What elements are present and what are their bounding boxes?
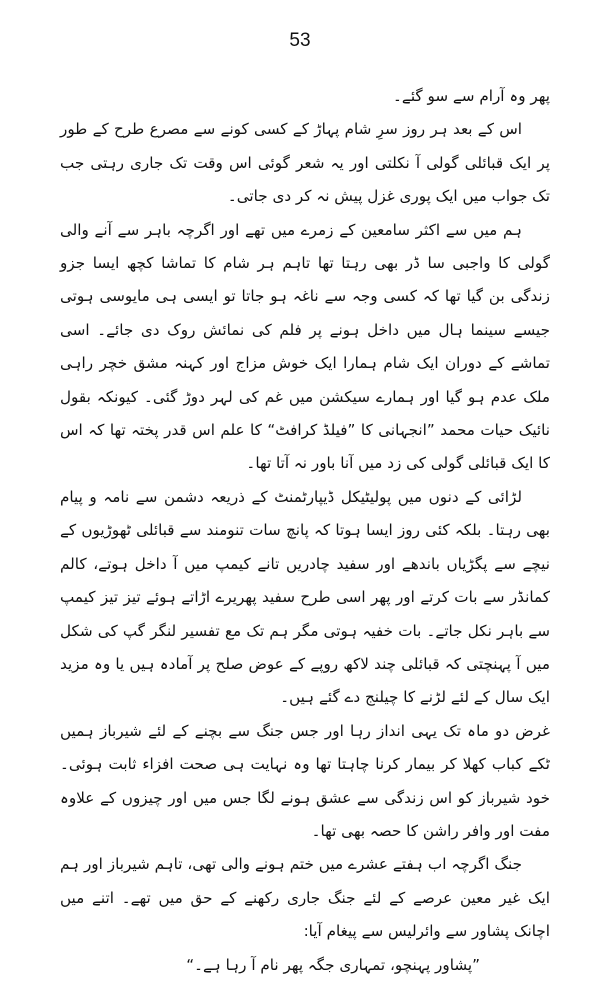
paragraph-1: پھر وہ آرام سے سو گئے۔ <box>393 87 550 105</box>
page-number: 53 <box>289 30 311 51</box>
quoted-message: ”پشاور پہنچو، تمہاری جگہ پھر نام آ رہا ہے۔“ <box>186 955 480 974</box>
body-text <box>60 80 550 982</box>
paragraph-4: لڑائی کے دنوں میں پولیٹیکل ڈیپارٹمنٹ کے ذریعہ دشمن سے نامہ و پیام بھی رہتا۔ بلکہ کئی روز ایسا ہوتا کہ پانچ سات تنومند سے قبائلی ٹھوڑیوں کے نیچے سے پگڑیاں باندھے اور سفید چادریں تانے کیمپ میں آ داخل ہوتے، کالم کمانڈر سے بات کرتے اور پھر اسی طرح سفید پھریرے اڑاتے ہوئے تیز تیز کیمپ سے باہر نکل جاتے۔ بات خفیہ ہوتی مگر ہم تک مع تفسیر لنگر گپ کی شکل میں آ پہنچتی کہ قبائلی چند لاکھ روپے کے عوض صلح پر آمادہ ہیں یا وہ مزید ایک سال کے لئے لڑنے کا چیلنج دے گئے ہیں۔ <box>60 487 550 707</box>
paragraph-6: جنگ اگرچہ اب ہفتے عشرے میں ختم ہونے والی تھی، تاہم شیرباز اور ہم ایک غیر معین عرصے کے لئے جنگ جاری رکھنے کے حق میں تھے۔ اتنے میں اچانک پشاور سے وائرلیس سے پیغام آیا: <box>60 855 550 941</box>
paragraph-5: غرض دو ماہ تک یہی انداز رہا اور جس جنگ سے بچنے کے لئے شیرباز ہمیں ٹکے کباب کھلا کر بیمار کرنا چاہتا تھا وہ نہایت ہی صحت افزاء ثابت ہوئی۔ خود شیرباز کو اس زندگی سے عشق ہونے لگا جس میں اور چیزوں کے علاوہ مفت اور وافر راشن کا حصہ بھی تھا۔ <box>60 721 550 840</box>
paragraph-3: ہم میں سے اکثر سامعین کے زمرے میں تھے اور اگرچہ باہر سے آنے والی گولی کا واجبی سا ڈر بھی رہتا تھا تاہم ہر شام کا تماشا کچھ ایسا جزو زندگی بن گیا تھا کہ کسی وجہ سے ناغہ ہو جاتا تو ایسی ہی مایوسی ہوتی جیسے سینما ہال میں داخل ہونے پر فلم کی نمائش روک دی جائے۔ اسی تماشے کے دوران ایک شام ہمارا ایک خوش مزاج اور کہنہ مشق خچر راہی ملک عدم ہو گیا اور ہمارے سیکشن میں غم کی لہر دوڑ گئی۔ کیونکہ بقول نائیک حیات محمد ”انجہانی کا ”فیلڈ کرافٹ“ کا علم اس قدر پختہ تھا کہ اس کا ایک قبائلی گولی کی زد میں آنا باور نہ آتا تھا۔ <box>60 220 550 473</box>
paragraph-2: اس کے بعد ہر روز سرِ شام پہاڑ کے کسی کونے سے مصرع طرح کے طور پر ایک قبائلی گولی آ نکلتی اور یہ شعر گوئی اس وقت تک جاری رہتی جب تک جواب میں ایک پوری غزل پیش نہ کر دی جاتی۔ <box>60 120 550 206</box>
